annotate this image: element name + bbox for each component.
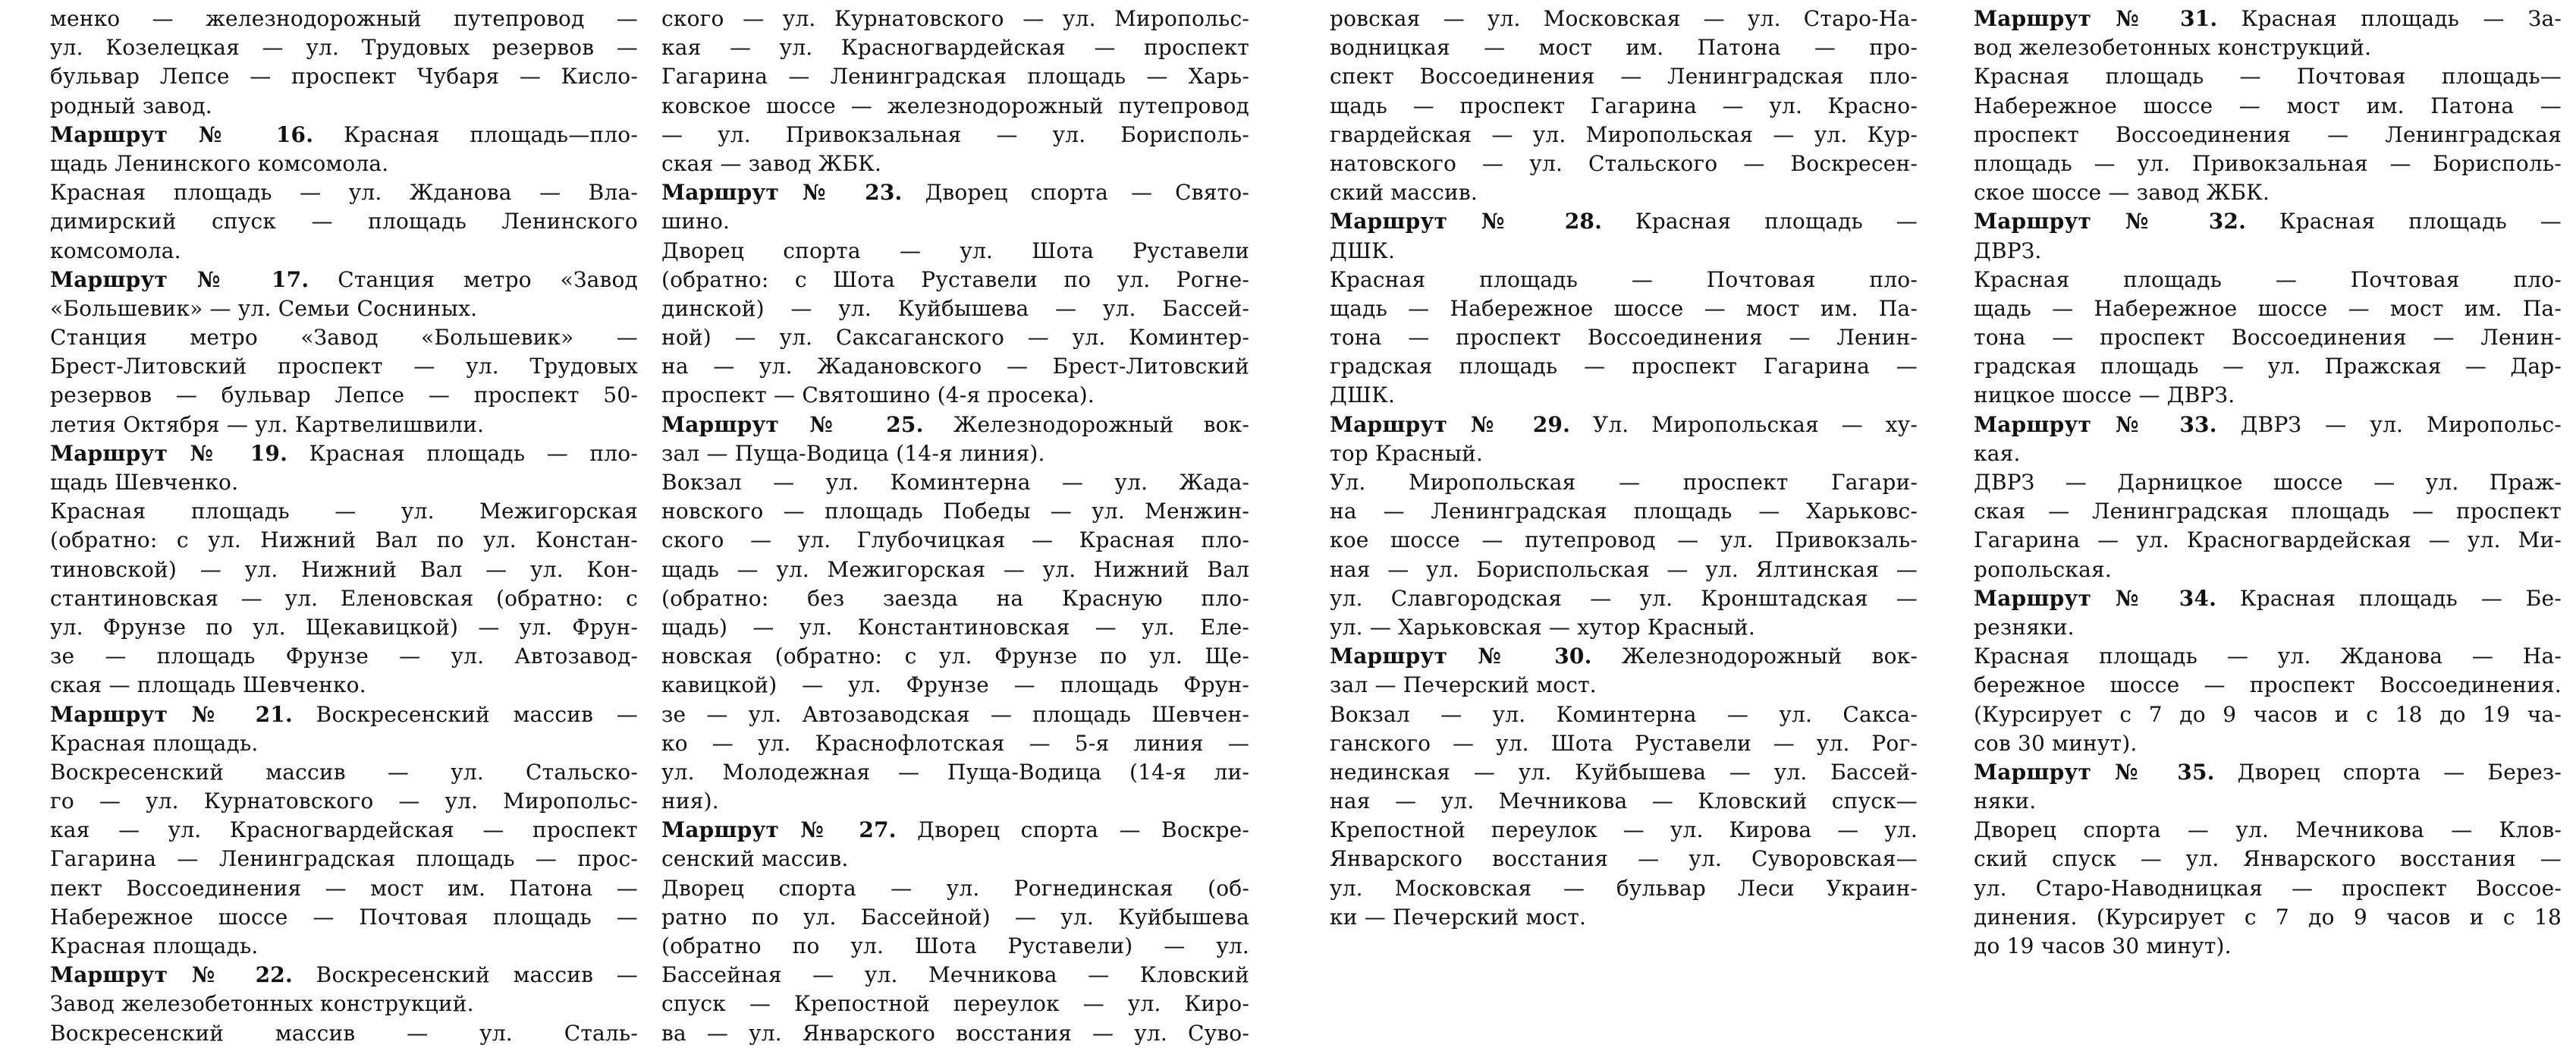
route-heading-line <box>50 961 638 990</box>
text-line: ва — ул. Январского восстания — ул. Суво- <box>661 1020 1249 1046</box>
text-line: (обратно: с ул. Нижний Вал по ул. Констан- <box>50 527 638 553</box>
text-line: до 19 часов 30 минут). <box>1974 933 2232 958</box>
text-line: Дворец спорта — ул. Шота Руставели <box>661 238 1249 263</box>
text-line: ния). <box>661 788 719 814</box>
text-line: градская площадь — проспект Гагарина — <box>1330 354 1918 379</box>
text-line: ДШК. <box>1330 382 1396 408</box>
text-line: спуск — Крепостной переулок — ул. Киро- <box>661 991 1249 1017</box>
text-line: Крепостной переулок — ул. Кирова — ул. <box>1330 817 1918 843</box>
text-line: ДВРЗ — Дарницкое шоссе — ул. Праж- <box>1974 470 2562 495</box>
text-line: щадь — ул. Межигорская — ул. Нижний Вал <box>661 556 1249 582</box>
text-line: Дворец спорта — ул. Мечникова — Клов- <box>1974 817 2562 843</box>
text-line: няки. <box>1974 788 2037 814</box>
text-line: ул. — Харьковская — хутор Красный. <box>1330 614 1755 640</box>
text-line: Красная площадь — Почтовая пло- <box>1974 266 2562 292</box>
text-line: ная — ул. Бориспольская — ул. Ялтинская — <box>1330 556 1918 582</box>
text-line: (обратно: с Шота Руставели по ул. Рогне- <box>661 266 1249 292</box>
text-line: на — ул. Жадановского — Брест-Литовский <box>661 354 1249 379</box>
text-column-3 <box>1330 5 1918 932</box>
text-line: Воскресенский массив — ул. Сталь- <box>50 1020 638 1046</box>
route-number: Маршрут № 27. <box>661 817 897 843</box>
text-line: ницкое шоссе — ДВРЗ. <box>1974 382 2235 408</box>
text-line: комсомола. <box>50 238 181 263</box>
route-title: Красная площадь — <box>2246 209 2562 234</box>
text-line: (обратно по ул. Шота Руставели) — ул. <box>661 933 1249 958</box>
text-line: ная — ул. Мечникова — Кловский спуск— <box>1330 788 1918 814</box>
text-line: ского — ул. Глубочицкая — Красная пло- <box>661 527 1249 553</box>
text-line: стантиновская — ул. Еленовская (обратно: с <box>50 585 638 611</box>
text-line: ул. Молодежная — Пуща-Водица (14-я ли- <box>661 759 1249 785</box>
route-title: Железнодорожный вок- <box>923 411 1250 437</box>
text-line: родный завод. <box>50 93 212 118</box>
text-line: ко — ул. Краснофлотская — 5-я линия — <box>661 730 1249 756</box>
route-heading-line <box>1974 411 2562 439</box>
route-heading-line <box>50 266 638 294</box>
text-line: ул. Фрунзе по ул. Щекавицкой) — ул. Фрун- <box>50 614 638 640</box>
text-line: ул. Старо-Наводницкая — проспект Воссое- <box>1974 875 2562 901</box>
route-number: Маршрут № 32. <box>1974 209 2247 234</box>
text-line: зал — Пуща-Водица (14-я линия). <box>661 440 1045 466</box>
text-line: Красная площадь — ул. Межигорская <box>50 499 638 524</box>
route-heading-line <box>661 178 1249 207</box>
text-line: тиновской) — ул. Нижний Вал — ул. Кон- <box>50 556 638 582</box>
text-line: ровская — ул. Московская — ул. Старо-На- <box>1330 6 1918 31</box>
route-heading-line <box>50 700 638 729</box>
route-title: Дворец спорта — Воскре- <box>896 817 1249 843</box>
text-line: тор Красный. <box>1330 440 1484 466</box>
text-line: ДВРЗ. <box>1974 238 2042 263</box>
text-line: Красная площадь — ул. Жданова — На- <box>1974 644 2562 669</box>
text-line: ское шоссе — завод ЖБК. <box>1974 180 2270 206</box>
text-line: тона — проспект Воссоединения — Ленин- <box>1330 325 1918 351</box>
text-line: ковское шоссе — железнодорожный путепровод <box>661 93 1249 118</box>
text-line: ратно по ул. Бассейной) — ул. Куйбышева <box>661 904 1249 930</box>
route-title: Железнодорожный вок- <box>1591 644 1918 669</box>
route-number: Маршрут № 22. <box>50 962 293 988</box>
route-title: Ул. Миропольская — ху- <box>1570 411 1918 437</box>
text-line: го — ул. Курнатовского — ул. Миропольс- <box>50 788 638 814</box>
text-line: менко — железнодорожный путепровод — <box>50 6 638 31</box>
text-line: (обратно: без заезда на Красную пло- <box>661 585 1249 611</box>
route-number: Маршрут № 19. <box>50 440 288 466</box>
route-title: ДВРЗ — ул. Миропольс- <box>2216 411 2562 437</box>
route-heading-line <box>50 439 638 468</box>
text-line: шино. <box>661 209 730 234</box>
text-line: кая — ул. Красногвардейская — проспект <box>50 817 638 843</box>
text-line: бульвар Лепсе — проспект Чубаря — Кисло- <box>50 64 638 90</box>
text-line: летия Октября — ул. Картвелишвили. <box>50 411 485 437</box>
route-number: Маршрут № 33. <box>1974 411 2217 437</box>
text-line: водницкая — мост им. Патона — про- <box>1330 35 1918 61</box>
text-line: зе — площадь Фрунзе — ул. Автозавод- <box>50 644 638 669</box>
text-column-2 <box>661 5 1249 1048</box>
text-line: ул. Козелецкая — ул. Трудовых резервов — <box>50 35 638 61</box>
text-line: Станция метро «Завод «Большевик» — <box>50 325 638 351</box>
route-heading-line <box>50 121 638 149</box>
text-line: Красная площадь. <box>50 730 259 756</box>
route-number: Маршрут № 28. <box>1330 209 1603 234</box>
text-line: натовского — ул. Стальского — Воскресен- <box>1330 150 1918 176</box>
text-line: ганского — ул. Шота Руставели — ул. Рог- <box>1330 730 1918 756</box>
route-number: Маршрут № 34. <box>1974 585 2217 611</box>
text-line: кая. <box>1974 440 2021 466</box>
text-line: Гагарина — Ленинградская площадь — Харь- <box>661 64 1249 90</box>
text-line: «Большевик» — ул. Семьи Сосниных. <box>50 295 478 321</box>
text-line: кая — ул. Красногвардейская — проспект <box>661 35 1249 61</box>
text-line: бережное шоссе — проспект Воссоединения. <box>1974 672 2562 698</box>
text-line: Дворец спорта — ул. Рогнединская (об- <box>661 875 1249 901</box>
text-line: — ул. Привокзальная — ул. Борисполь- <box>661 121 1249 147</box>
text-line: Красная площадь — Почтовая пло- <box>1330 266 1918 292</box>
route-title: Красная площадь — пло- <box>287 440 638 466</box>
text-line: (Курсирует с 7 до 9 часов и с 18 до 19 ча- <box>1974 701 2562 727</box>
text-line: ДШК. <box>1330 238 1396 263</box>
text-line: зал — Печерский мост. <box>1330 672 1597 698</box>
text-line: щадь — Набережное шоссе — мост им. Па- <box>1974 295 2562 321</box>
route-number: Маршрут № 35. <box>1974 759 2215 785</box>
text-line: Воскресенский массив — ул. Стальско- <box>50 759 638 785</box>
route-heading-line <box>661 411 1249 439</box>
text-line: ропольская. <box>1974 556 2112 582</box>
text-line: динской) — ул. Куйбышева — ул. Бассей- <box>661 295 1249 321</box>
text-line: кавицкой) — ул. Фрунзе — площадь Фрун- <box>661 672 1249 698</box>
text-line: Гагарина — ул. Красногвардейская — ул. Ми- <box>1974 527 2562 553</box>
text-line: сов 30 минут). <box>1974 730 2138 756</box>
text-line: Брест-Литовский проспект — ул. Трудовых <box>50 354 638 379</box>
text-line: ская — площадь Шевченко. <box>50 672 366 698</box>
route-heading-line <box>661 816 1249 845</box>
text-line: тона — проспект Воссоединения — Ленин- <box>1974 325 2562 351</box>
text-line: градская площадь — ул. Пражская — Дар- <box>1974 354 2562 379</box>
route-number: Маршрут № 29. <box>1330 411 1571 437</box>
text-line: Январского восстания — ул. Суворовская— <box>1330 846 1918 872</box>
route-heading-line <box>1974 207 2562 236</box>
text-line: резняки. <box>1974 614 2075 640</box>
route-number: Маршрут № 25. <box>661 411 924 437</box>
text-line: ская — завод ЖБК. <box>661 150 882 176</box>
text-column-1 <box>50 5 638 1048</box>
text-line: зе — ул. Автозаводская — площадь Шевчен- <box>661 701 1249 727</box>
text-line: щадь — проспект Гагарина — ул. Красно- <box>1330 93 1918 118</box>
route-title: Дворец спорта — Берез- <box>2214 759 2562 785</box>
text-line: вод железобетонных конструкций. <box>1974 35 2372 61</box>
route-title: Красная площадь — <box>1602 209 1918 234</box>
route-title: Дворец спорта — Свято- <box>902 180 1250 206</box>
text-line: резервов — бульвар Лепсе — проспект 50- <box>50 382 638 408</box>
text-line: Красная площадь — Почтовая площадь— <box>1974 64 2562 90</box>
route-heading-line <box>1974 584 2562 613</box>
text-line: сенский массив. <box>661 846 849 872</box>
text-line: гвардейская — ул. Миропольская — ул. Кур- <box>1330 121 1918 147</box>
text-line: Завод железобетонных конструкций. <box>50 991 474 1017</box>
text-line: ский массив. <box>1330 180 1478 206</box>
route-title: Воскресенский массив — <box>292 701 638 727</box>
text-line: Ул. Миропольская — проспект Гагари- <box>1330 470 1918 495</box>
text-line: Вокзал — ул. Коминтерна — ул. Сакса- <box>1330 701 1918 727</box>
route-number: Маршрут № 23. <box>661 180 903 206</box>
route-heading-line <box>1974 758 2562 787</box>
text-line: ского — ул. Курнатовского — ул. Миропольс- <box>661 6 1249 31</box>
text-line: площадь — ул. Привокзальная — Борисполь- <box>1974 150 2562 176</box>
text-line: Красная площадь — ул. Жданова — Вла- <box>50 180 638 206</box>
text-line: новского — площадь Победы — ул. Менжин- <box>661 499 1249 524</box>
text-line: пект Воссоединения — мост им. Патона — <box>50 875 638 901</box>
route-title: Красная площадь — Бе- <box>2216 585 2562 611</box>
text-line: Набережное шоссе — Почтовая площадь — <box>50 904 638 930</box>
text-line: нединская — ул. Куйбышева — ул. Бассей- <box>1330 759 1918 785</box>
route-heading-line <box>1330 207 1918 236</box>
text-line: Бассейная — ул. Мечникова — Кловский <box>661 962 1249 988</box>
route-number: Маршрут № 31. <box>1974 6 2218 31</box>
text-line: кое шоссе — путепровод — ул. Привокзаль- <box>1330 527 1918 553</box>
text-line: Набережное шоссе — мост им. Патона — <box>1974 93 2562 118</box>
text-column-4 <box>1974 5 2562 961</box>
text-line: спект Воссоединения — Ленинградская пло- <box>1330 64 1918 90</box>
text-line: проспект — Святошино (4-я просека). <box>661 382 1095 408</box>
route-number: Маршрут № 16. <box>50 121 314 147</box>
route-number: Маршрут № 17. <box>50 266 309 292</box>
route-title: Красная площадь — За- <box>2217 6 2562 31</box>
route-heading-line <box>1330 411 1918 439</box>
text-line: на — Ленинградская площадь — Харьковс- <box>1330 499 1918 524</box>
text-line: ной) — ул. Саксаганского — ул. Коминтер- <box>661 325 1249 351</box>
text-line: щадь Шевченко. <box>50 470 239 495</box>
text-line: ская — Ленинградская площадь — проспект <box>1974 499 2562 524</box>
text-line: Вокзал — ул. Коминтерна — ул. Жада- <box>661 470 1249 495</box>
text-line: щадь Ленинского комсомола. <box>50 150 389 176</box>
route-title: Красная площадь—пло- <box>313 121 639 147</box>
text-line: щадь) — ул. Константиновская — ул. Еле- <box>661 614 1249 640</box>
text-line: Красная площадь. <box>50 933 259 958</box>
text-line: димирский спуск — площадь Ленинского <box>50 209 638 234</box>
text-line: ский спуск — ул. Январского восстания — <box>1974 846 2562 872</box>
route-number: Маршрут № 21. <box>50 701 293 727</box>
text-line: ул. Славгородская — ул. Кронштадская — <box>1330 585 1918 611</box>
text-line: ул. Московская — бульвар Леси Украин- <box>1330 875 1918 901</box>
text-line: ки — Печерский мост. <box>1330 904 1587 930</box>
text-line: динения. (Курсирует с 7 до 9 часов и с 18 <box>1974 904 2562 930</box>
text-line: новская (обратно: с ул. Фрунзе по ул. Ще- <box>661 644 1249 669</box>
route-title: Воскресенский массив — <box>292 962 638 988</box>
route-heading-line <box>1974 5 2562 33</box>
route-title: Станция метро «Завод <box>309 266 638 292</box>
text-line: проспект Воссоединения — Ленинградская <box>1974 121 2562 147</box>
text-line: Гагарина — Ленинградская площадь — прос- <box>50 846 638 872</box>
route-number: Маршрут № 30. <box>1330 644 1592 669</box>
text-line: щадь — Набережное шоссе — мост им. Па- <box>1330 295 1918 321</box>
route-heading-line <box>1330 642 1918 671</box>
